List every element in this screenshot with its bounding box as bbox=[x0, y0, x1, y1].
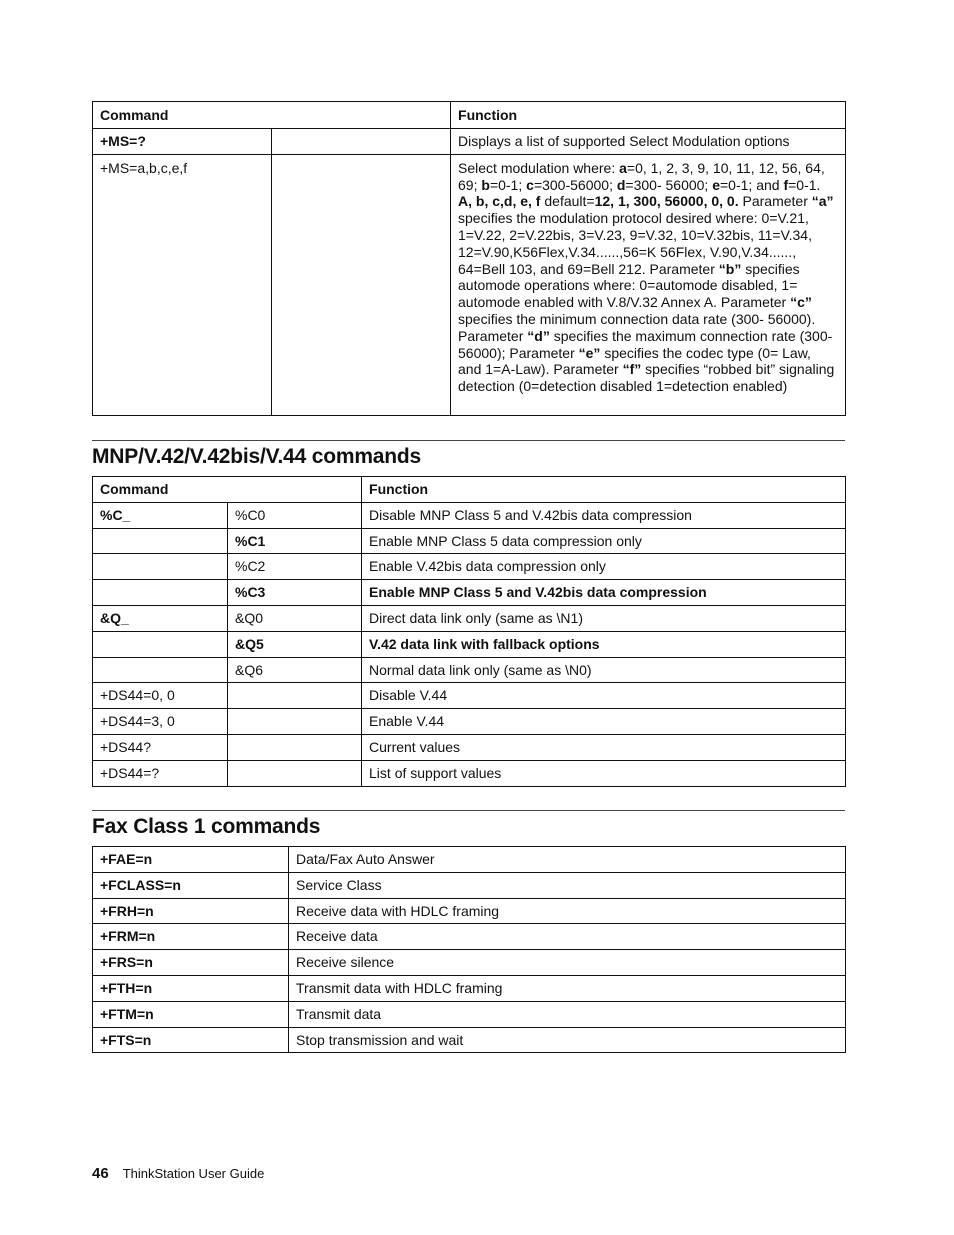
subcommand-cell: %C2 bbox=[228, 554, 362, 580]
table-row bbox=[93, 709, 846, 735]
table-row bbox=[93, 502, 846, 528]
table-row bbox=[93, 528, 846, 554]
table-row bbox=[93, 631, 846, 657]
text-run: =300-56000; bbox=[533, 176, 617, 193]
text-run: =300- 56000; bbox=[625, 176, 713, 193]
table-row bbox=[93, 898, 846, 924]
function-cell-modulation bbox=[451, 154, 846, 415]
table-row bbox=[93, 872, 846, 898]
param-a-quoted: “a” bbox=[811, 193, 834, 210]
function-cell: Transmit data bbox=[289, 1001, 846, 1027]
empty-cell bbox=[272, 128, 451, 154]
function-cell: Direct data link only (same as \N1) bbox=[362, 605, 846, 631]
command-group-cell bbox=[93, 657, 228, 683]
text-run: specifies the minimum connection data rate (300- 56000). Parameter bbox=[458, 310, 816, 344]
table-header-row bbox=[93, 477, 846, 503]
param-c: c bbox=[526, 176, 534, 193]
text-run: =0-1; bbox=[489, 176, 527, 193]
function-cell: Service Class bbox=[289, 872, 846, 898]
param-c-quoted: “c” bbox=[790, 294, 812, 311]
text-run: Parameter bbox=[738, 193, 812, 210]
command-cell: +FTS=n bbox=[93, 1027, 289, 1053]
function-cell: Enable V.42bis data compression only bbox=[362, 554, 846, 580]
modulation-table bbox=[92, 101, 846, 416]
section-divider bbox=[92, 440, 845, 441]
function-cell: Receive data with HDLC framing bbox=[289, 898, 846, 924]
text-run: specifies the codec type (0= Law, and 1=A-Law). Parameter bbox=[458, 344, 811, 378]
text-run: specifies “robbed bit” signaling detection (0=detection disabled 1=detection enabled) bbox=[458, 361, 835, 395]
function-cell: Enable MNP Class 5 data compression only bbox=[362, 528, 846, 554]
command-group-cell: +DS44=0, 0 bbox=[93, 683, 228, 709]
function-cell: Receive silence bbox=[289, 950, 846, 976]
function-cell: Data/Fax Auto Answer bbox=[289, 847, 846, 873]
function-cell: Enable MNP Class 5 and V.42bis data compression bbox=[362, 580, 846, 606]
text-run: Select modulation where: bbox=[458, 159, 620, 176]
command-cell: +MS=a,b,c,e,f bbox=[93, 154, 272, 415]
table-row bbox=[93, 683, 846, 709]
mnp-commands-table bbox=[92, 476, 846, 787]
subcommand-cell: %C3 bbox=[228, 580, 362, 606]
section-divider bbox=[92, 810, 845, 811]
text-run: =0-1. bbox=[788, 176, 821, 193]
section-title-fax: Fax Class 1 commands bbox=[92, 815, 321, 838]
book-title: ThinkStation User Guide bbox=[122, 1166, 265, 1181]
subcommand-cell bbox=[228, 760, 362, 786]
subcommand-cell: %C1 bbox=[228, 528, 362, 554]
command-cell: +FCLASS=n bbox=[93, 872, 289, 898]
subcommand-cell: &Q6 bbox=[228, 657, 362, 683]
empty-cell bbox=[272, 154, 451, 415]
command-group-cell bbox=[93, 580, 228, 606]
function-cell: Receive data bbox=[289, 924, 846, 950]
param-d-quoted: “d” bbox=[527, 327, 550, 344]
command-group-cell bbox=[93, 528, 228, 554]
subcommand-cell: &Q5 bbox=[228, 631, 362, 657]
table-header-row bbox=[93, 102, 846, 129]
fax-commands-table bbox=[92, 846, 846, 1053]
subcommand-cell bbox=[228, 709, 362, 735]
text-run: specifies the maximum connection rate (300-56000); Parameter bbox=[458, 327, 833, 361]
function-cell: Enable V.44 bbox=[362, 709, 846, 735]
function-cell: Displays a list of supported Select Modulation options bbox=[451, 128, 846, 154]
command-group-cell: +DS44=? bbox=[93, 760, 228, 786]
function-cell: V.42 data link with fallback options bbox=[362, 631, 846, 657]
header-command: Command bbox=[93, 102, 451, 129]
text-run: =0-1; and bbox=[720, 176, 784, 193]
param-a: a bbox=[619, 159, 627, 176]
command-group-cell: %C_ bbox=[93, 502, 228, 528]
table-row bbox=[93, 924, 846, 950]
table-row bbox=[93, 760, 846, 786]
function-cell: List of support values bbox=[362, 760, 846, 786]
subcommand-cell: &Q0 bbox=[228, 605, 362, 631]
subcommand-cell bbox=[228, 734, 362, 760]
function-cell: Transmit data with HDLC framing bbox=[289, 975, 846, 1001]
command-cell: +FRM=n bbox=[93, 924, 289, 950]
text-run: default= bbox=[540, 193, 595, 210]
table-row bbox=[93, 734, 846, 760]
page-number: 46 bbox=[92, 1165, 109, 1182]
param-f-quoted: “f” bbox=[622, 361, 642, 378]
subcommand-cell: %C0 bbox=[228, 502, 362, 528]
command-group-cell: &Q_ bbox=[93, 605, 228, 631]
text-run: =0, 1, 2, 3, 9, 10, 11, 12, 56, 64, 69; bbox=[458, 159, 825, 193]
table-row bbox=[93, 580, 846, 606]
table-row bbox=[93, 154, 846, 415]
command-cell: +FRS=n bbox=[93, 950, 289, 976]
function-cell: Current values bbox=[362, 734, 846, 760]
command-group-cell bbox=[93, 554, 228, 580]
param-list: A, b, c,d, e, f bbox=[458, 193, 541, 210]
table-row bbox=[93, 605, 846, 631]
table-row bbox=[93, 847, 846, 873]
page-footer bbox=[92, 1165, 264, 1182]
command-cell: +FTM=n bbox=[93, 1001, 289, 1027]
function-cell: Disable V.44 bbox=[362, 683, 846, 709]
param-b-quoted: “b” bbox=[718, 260, 742, 277]
command-group-cell: +DS44? bbox=[93, 734, 228, 760]
text-run: specifies automode operations where: 0=automode disabled, 1= automode enabled with V.8/V.32 Annex A. Parameter bbox=[458, 260, 800, 311]
table-row bbox=[93, 975, 846, 1001]
table-row bbox=[93, 1027, 846, 1053]
table-row bbox=[93, 1001, 846, 1027]
param-f: f bbox=[783, 176, 789, 193]
command-cell: +FTH=n bbox=[93, 975, 289, 1001]
text-run: specifies the modulation protocol desired where: 0=V.21, 1=V.22, 2=V.22bis, 3=V.23, 9=V.32, 10=V.32bis, 11=V.34, 12=V.90,K56Flex,V.34......,56=K 56Flex, V.90,V.34......, 64=Bell 103, and 69=Bell 212. Parameter bbox=[458, 210, 812, 277]
function-cell: Normal data link only (same as \N0) bbox=[362, 657, 846, 683]
command-group-cell: +DS44=3, 0 bbox=[93, 709, 228, 735]
table-row bbox=[93, 128, 846, 154]
table-row bbox=[93, 554, 846, 580]
header-command: Command bbox=[93, 477, 362, 503]
default-values: 12, 1, 300, 56000, 0, 0. bbox=[594, 193, 739, 210]
header-function: Function bbox=[362, 477, 846, 503]
param-e-quoted: “e” bbox=[578, 344, 601, 361]
command-cell: +MS=? bbox=[93, 128, 272, 154]
command-cell: +FAE=n bbox=[93, 847, 289, 873]
table-row bbox=[93, 950, 846, 976]
header-function: Function bbox=[451, 102, 846, 129]
command-group-cell bbox=[93, 631, 228, 657]
param-e: e bbox=[712, 176, 720, 193]
subcommand-cell bbox=[228, 683, 362, 709]
param-b: b bbox=[481, 176, 490, 193]
function-cell: Disable MNP Class 5 and V.42bis data compression bbox=[362, 502, 846, 528]
command-cell: +FRH=n bbox=[93, 898, 289, 924]
function-cell: Stop transmission and wait bbox=[289, 1027, 846, 1053]
param-d: d bbox=[616, 176, 626, 193]
table-row bbox=[93, 657, 846, 683]
section-title-mnp: MNP/V.42/V.42bis/V.44 commands bbox=[92, 445, 422, 468]
